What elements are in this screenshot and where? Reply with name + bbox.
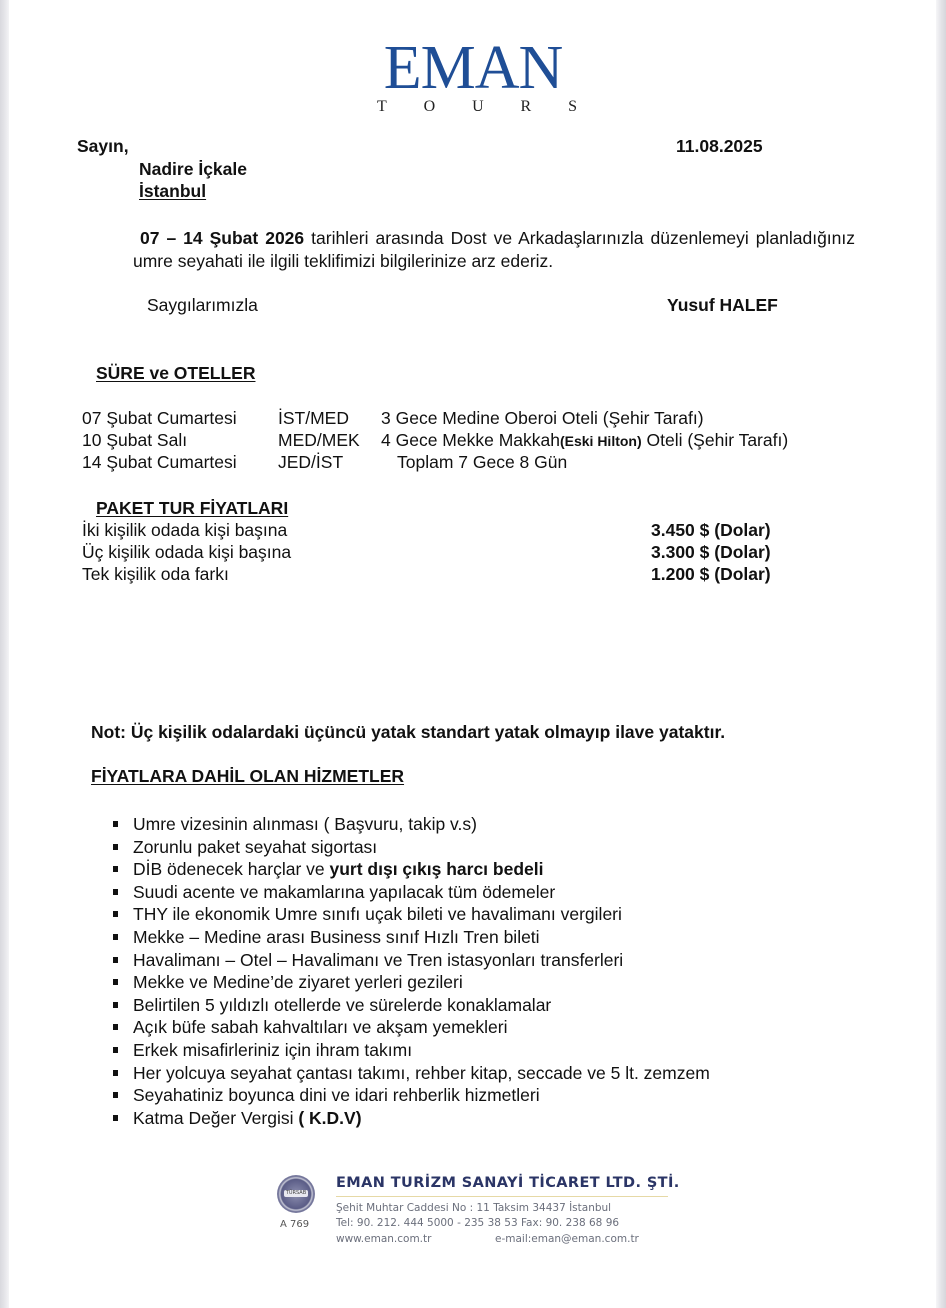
bullet-icon bbox=[113, 821, 118, 827]
service-text: Zorunlu paket seyahat sigortası bbox=[133, 836, 378, 857]
service-text: Umre vizesinin alınması ( Başvuru, takip v.s) bbox=[133, 814, 477, 834]
service-text: Havalimanı – Otel – Havalimanı ve Tren istasyonları transferleri bbox=[133, 949, 624, 970]
logo-letter: U bbox=[472, 98, 484, 115]
services-list bbox=[110, 813, 710, 1129]
schedule-route: İST/MED bbox=[278, 408, 349, 428]
service-text: Mekke ve Medine’de ziyaret yerleri gezileri bbox=[133, 972, 463, 993]
schedule-detail bbox=[381, 408, 704, 429]
schedule-detail-after: Oteli (Şehir Tarafı) bbox=[641, 430, 789, 450]
bullet-icon bbox=[113, 1115, 118, 1121]
list-item bbox=[110, 949, 710, 972]
service-text-bold: yurt dışı çıkış harcı bedeli bbox=[329, 859, 544, 880]
bullet-icon bbox=[113, 979, 118, 985]
schedule-route: MED/MEK bbox=[278, 430, 360, 450]
service-text: Mekke – Medine arası Business sınıf Hızlı Tren bileti bbox=[133, 926, 540, 947]
schedule-detail-text: Toplam 7 Gece 8 Gün bbox=[397, 452, 568, 472]
list-item bbox=[110, 1039, 710, 1062]
bullet-icon bbox=[113, 866, 118, 872]
company-address: Şehit Muhtar Caddesi No : 11 Taksim 34437 İstanbul bbox=[336, 1202, 612, 1214]
company-email[interactable]: e-mail:eman@eman.com.tr bbox=[495, 1233, 639, 1245]
logo-letter: O bbox=[423, 98, 436, 115]
service-text: Belirtilen 5 yıldızlı otellerde ve sürelerde konaklamalar bbox=[133, 994, 552, 1015]
service-text: Katma Değer Vergisi bbox=[133, 1107, 299, 1128]
list-item bbox=[110, 1107, 710, 1130]
list-item bbox=[110, 903, 710, 926]
schedule-detail bbox=[381, 430, 788, 452]
price-label: Üç kişilik odada kişi başına bbox=[82, 542, 292, 562]
list-item bbox=[110, 836, 710, 859]
bullet-icon bbox=[113, 1047, 118, 1053]
service-text: Seyahatiniz boyunca dini ve idari rehberlik hizmetleri bbox=[133, 1085, 540, 1106]
price-label: İki kişilik odada kişi başına bbox=[82, 520, 288, 540]
schedule-detail-bold: (Eski Hilton) bbox=[559, 433, 642, 449]
page-right-edge bbox=[936, 0, 946, 1308]
price-label: Tek kişilik oda farkı bbox=[82, 564, 229, 584]
services-heading: FİYATLARA DAHİL OLAN HİZMETLER bbox=[91, 766, 405, 786]
letter-date: 11.08.2025 bbox=[676, 136, 763, 156]
intro-text: tarihleri arasında Dost ve Arkadaşlarınızla düzenlemeyi planladığınız umre seyahati ile ilgili teklifimizi bilgilerinize arz ederiz. bbox=[133, 228, 856, 271]
schedule-route: JED/İST bbox=[278, 452, 344, 472]
seal-label: TÜRSAB bbox=[285, 1190, 307, 1196]
logo-letter: S bbox=[568, 98, 577, 115]
list-item bbox=[110, 926, 710, 949]
service-text-bold: ( K.D.V) bbox=[298, 1107, 362, 1128]
bullet-icon bbox=[113, 844, 118, 850]
company-website[interactable]: www.eman.com.tr bbox=[336, 1233, 432, 1245]
price-value: 1.200 $ (Dolar) bbox=[651, 564, 771, 584]
price-value: 3.300 $ (Dolar) bbox=[651, 542, 771, 562]
bullet-icon bbox=[113, 889, 118, 895]
schedule-detail bbox=[397, 452, 567, 473]
list-item bbox=[110, 1062, 710, 1085]
schedule-detail-text: 3 Gece Medine Oberoi Oteli (Şehir Tarafı) bbox=[381, 408, 704, 428]
closing: Saygılarımızla bbox=[147, 295, 258, 315]
logo-letter: T bbox=[377, 98, 387, 115]
seal-code: A 769 bbox=[280, 1219, 310, 1230]
intro-dates: 07 – 14 Şubat 2026 bbox=[140, 228, 305, 248]
price-value: 3.450 $ (Dolar) bbox=[651, 520, 771, 540]
schedule-date: 10 Şubat Salı bbox=[82, 430, 188, 450]
list-item bbox=[110, 1084, 710, 1107]
bullet-icon bbox=[113, 911, 118, 917]
intro-paragraph bbox=[133, 227, 855, 273]
schedule-date: 07 Şubat Cumartesi bbox=[82, 408, 237, 428]
company-name: EMAN TURİZM SANAYİ TİCARET LTD. ŞTİ. bbox=[336, 1175, 680, 1191]
service-text: Açık büfe sabah kahvaltıları ve akşam yemekleri bbox=[133, 1017, 508, 1038]
list-item bbox=[110, 858, 710, 881]
footer-divider bbox=[336, 1196, 668, 1197]
bullet-icon bbox=[113, 957, 118, 963]
note: Not: Üç kişilik odalardaki üçüncü yatak standart yatak olmayıp ilave yataktır. bbox=[91, 722, 726, 742]
company-phones: Tel: 90. 212. 444 5000 - 235 38 53 Fax: 90. 238 68 96 bbox=[336, 1217, 620, 1229]
recipient-name: Nadire İçkale bbox=[139, 159, 247, 179]
logo-letter: R bbox=[520, 98, 532, 115]
logo-eman: EMAN bbox=[383, 34, 563, 102]
schedule-heading: SÜRE ve OTELLER bbox=[96, 363, 256, 383]
schedule-detail-text: 4 Gece Mekke Makkah bbox=[381, 430, 560, 450]
service-text: Suudi acente ve makamlarına yapılacak tüm ödemeler bbox=[133, 881, 556, 902]
salutation: Sayın, bbox=[77, 136, 129, 156]
service-text: Erkek misafirleriniz için ihram takımı bbox=[133, 1039, 413, 1060]
bullet-icon bbox=[113, 1092, 118, 1098]
list-item bbox=[110, 1016, 710, 1039]
prices-heading: PAKET TUR FİYATLARI bbox=[96, 498, 289, 518]
service-text: DİB ödenecek harçlar ve bbox=[133, 859, 330, 880]
service-text: Her yolcuya seyahat çantası takımı, rehber kitap, seccade ve 5 lt. zemzem bbox=[133, 1062, 710, 1083]
bullet-icon bbox=[113, 1024, 118, 1030]
bullet-icon bbox=[113, 1070, 118, 1076]
list-item bbox=[110, 813, 710, 836]
bullet-icon bbox=[113, 1002, 118, 1008]
list-item bbox=[110, 994, 710, 1017]
list-item bbox=[110, 971, 710, 994]
list-item bbox=[110, 881, 710, 904]
service-text: THY ile ekonomik Umre sınıfı uçak bileti ve havalimanı vergileri bbox=[133, 904, 622, 925]
page-left-edge bbox=[0, 0, 9, 1308]
logo-tours bbox=[377, 98, 577, 116]
recipient-city: İstanbul bbox=[139, 181, 207, 201]
signatory: Yusuf HALEF bbox=[667, 295, 778, 315]
schedule-date: 14 Şubat Cumartesi bbox=[82, 452, 237, 472]
bullet-icon bbox=[113, 934, 118, 940]
